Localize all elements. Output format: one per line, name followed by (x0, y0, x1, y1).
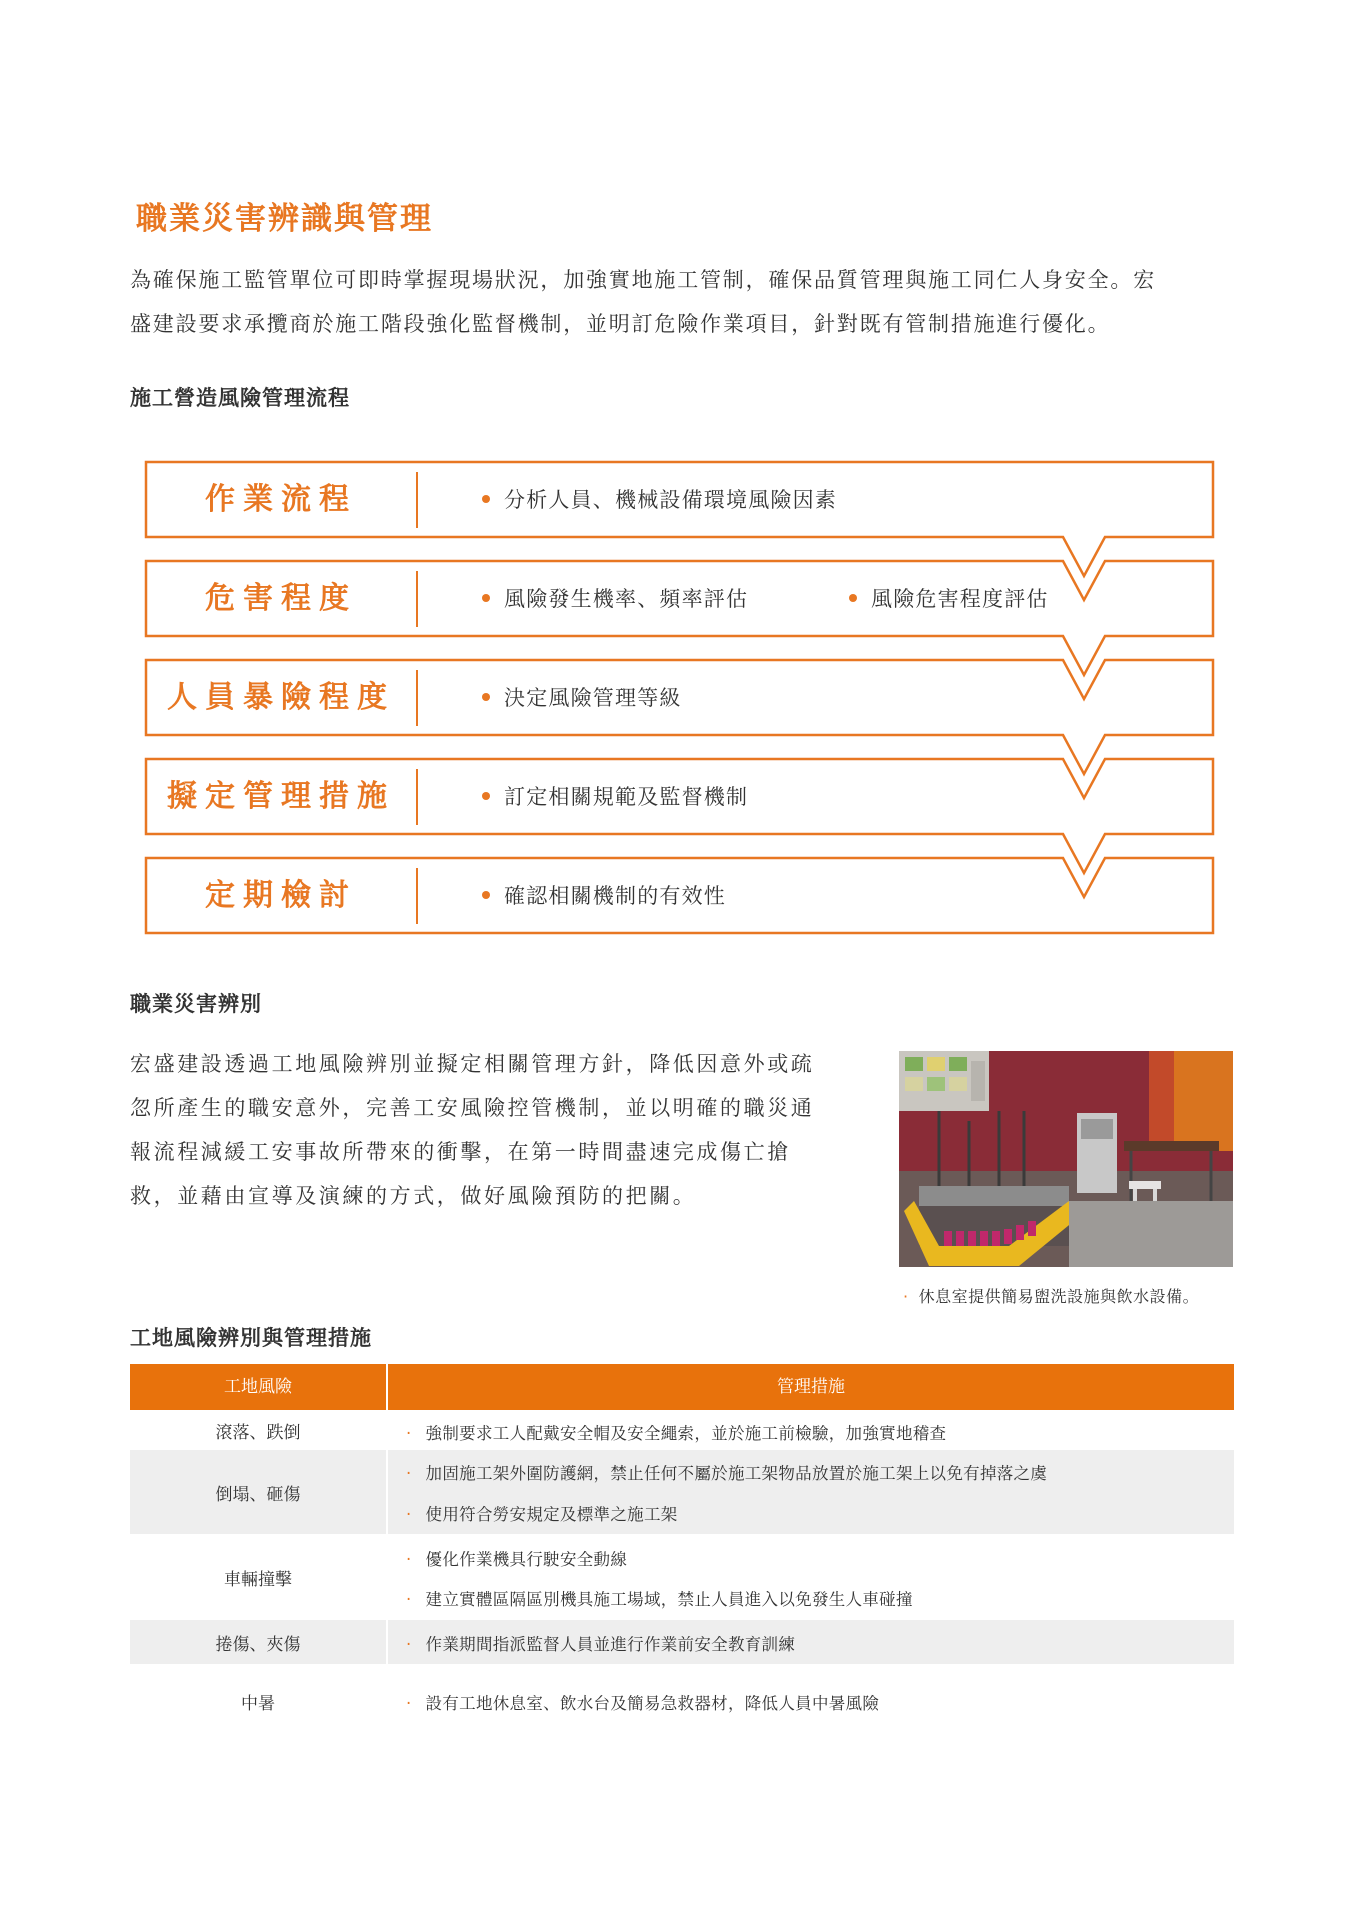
flow-step-label: 危害程度 (205, 581, 357, 616)
measure-text: 設有工地休息室、飲水台及簡易急救器材，降低人員中暑風險 (425, 1694, 880, 1713)
table-row (130, 1620, 1234, 1664)
bullet-icon: · (406, 1424, 412, 1443)
table-row (130, 1534, 1234, 1620)
measure-text: 強制要求工人配戴安全帽及安全繩索，並於施工前檢驗，加強實地稽查 (425, 1424, 947, 1443)
flow-step-item (482, 462, 837, 538)
flow-step-item-text: 決定風險管理等級 (504, 686, 682, 710)
flow-step-item-text: 分析人員、機械設備環境風險因素 (504, 488, 837, 512)
bullet-icon: · (406, 1550, 412, 1569)
table-row (130, 1410, 1234, 1450)
measures-cell (388, 1450, 1234, 1534)
bullet-icon (482, 792, 490, 800)
measure-item (406, 1586, 913, 1610)
process-section-title: 施工營造風險管理流程 (130, 386, 350, 410)
flow-step-item-text: 訂定相關規範及監督機制 (504, 785, 749, 809)
risk-table-title: 工地風險辨別與管理措施 (130, 1326, 372, 1350)
flow-step-label: 作業流程 (205, 482, 357, 517)
bullet-icon (482, 594, 490, 602)
measure-item (406, 1501, 678, 1525)
identification-line: 宏盛建設透過工地風險辨別並擬定相關管理方針，降低因意外或疏 (130, 1052, 815, 1076)
intro-line-2: 盛建設要求承攬商於施工階段強化監督機制，並明訂危險作業項目，針對既有管制措施進行優化。 (130, 312, 1111, 336)
risk-cell: 中暑 (241, 1693, 275, 1714)
measures-cell (388, 1620, 1234, 1664)
bullet-icon: · (406, 1505, 412, 1524)
measure-item (406, 1460, 1047, 1484)
measures-cell (388, 1664, 1234, 1738)
bullet-icon: · (406, 1635, 412, 1654)
bullet-icon: · (903, 1287, 909, 1306)
flow-step-item-text: 風險發生機率、頻率評估 (504, 587, 749, 611)
measure-text: 作業期間指派監督人員並進行作業前安全教育訓練 (425, 1635, 796, 1654)
bullet-icon (482, 495, 490, 503)
flow-step-item-text: 風險危害程度評估 (871, 587, 1049, 611)
identification-line: 報流程減緩工安事故所帶來的衝擊，在第一時間盡速完成傷亡搶 (130, 1140, 791, 1164)
intro-paragraph (130, 258, 1235, 346)
identification-section-title: 職業災害辨別 (130, 992, 262, 1016)
flow-divider (416, 571, 418, 627)
risk-cell: 滾落、跌倒 (215, 1422, 301, 1443)
flow-step-2 (146, 561, 1214, 637)
measure-item (406, 1546, 627, 1570)
bullet-icon (482, 693, 490, 701)
intro-line-1: 為確保施工監管單位可即時掌握現場狀況，加強實地施工管制，確保品質管理與施工同仁人身安全。宏 (130, 268, 1156, 292)
identification-line: 救，並藉由宣導及演練的方式，做好風險預防的把關。 (130, 1184, 697, 1208)
flow-step-4 (146, 759, 1214, 835)
flow-divider (416, 472, 418, 528)
table-row (130, 1450, 1234, 1534)
photo-caption-text: 休息室提供簡易盥洗設施與飲水設備。 (918, 1287, 1200, 1306)
flow-step-3 (146, 660, 1214, 736)
measure-text: 加固施工架外圍防護網，禁止任何不屬於施工架物品放置於施工架上以免有掉落之虞 (425, 1464, 1048, 1483)
measure-item (406, 1420, 946, 1444)
measures-cell (388, 1410, 1234, 1450)
table-row (130, 1664, 1234, 1738)
flow-step-label: 人員暴險程度 (167, 680, 395, 715)
bullet-icon: · (406, 1464, 412, 1483)
flow-step-5 (146, 858, 1214, 934)
bullet-icon (482, 891, 490, 899)
flow-step-item (849, 561, 1049, 637)
flow-divider (416, 769, 418, 825)
measure-text: 優化作業機具行駛安全動線 (425, 1550, 628, 1569)
flow-step-1 (146, 462, 1214, 538)
measure-text: 使用符合勞安規定及標準之施工架 (425, 1505, 678, 1524)
column-header-risk: 工地風險 (130, 1364, 386, 1410)
flow-step-item (482, 858, 726, 934)
risk-cell: 捲傷、夾傷 (130, 1620, 386, 1664)
measures-cell (388, 1534, 1234, 1620)
flow-step-item (482, 660, 682, 736)
measure-item (406, 1690, 879, 1714)
flow-step-item (482, 561, 748, 637)
flow-step-label: 擬定管理措施 (167, 779, 395, 814)
risk-cell: 倒塌、砸傷 (130, 1450, 386, 1534)
flow-step-item (482, 759, 748, 835)
flow-step-label: 定期檢討 (205, 878, 357, 913)
bullet-icon: · (406, 1694, 412, 1713)
flow-divider (416, 868, 418, 924)
photo-caption (903, 1284, 1199, 1307)
bullet-icon: · (406, 1590, 412, 1609)
break-room-illustration (899, 1051, 1233, 1267)
bullet-icon (849, 594, 857, 602)
page-title: 職業災害辨識與管理 (136, 201, 433, 237)
column-header-measures: 管理措施 (388, 1364, 1234, 1410)
measure-item (406, 1631, 795, 1655)
identification-paragraph (130, 1042, 850, 1218)
flow-divider (416, 670, 418, 726)
flow-step-item-text: 確認相關機制的有效性 (504, 884, 726, 908)
break-room-photo (899, 1051, 1233, 1267)
measure-text: 建立實體區隔區別機具施工場域，禁止人員進入以免發生人車碰撞 (425, 1590, 913, 1609)
identification-line: 忽所產生的職安意外，完善工安風險控管機制，並以明確的職災通 (130, 1096, 815, 1120)
risk-cell: 車輛撞擊 (224, 1569, 292, 1590)
